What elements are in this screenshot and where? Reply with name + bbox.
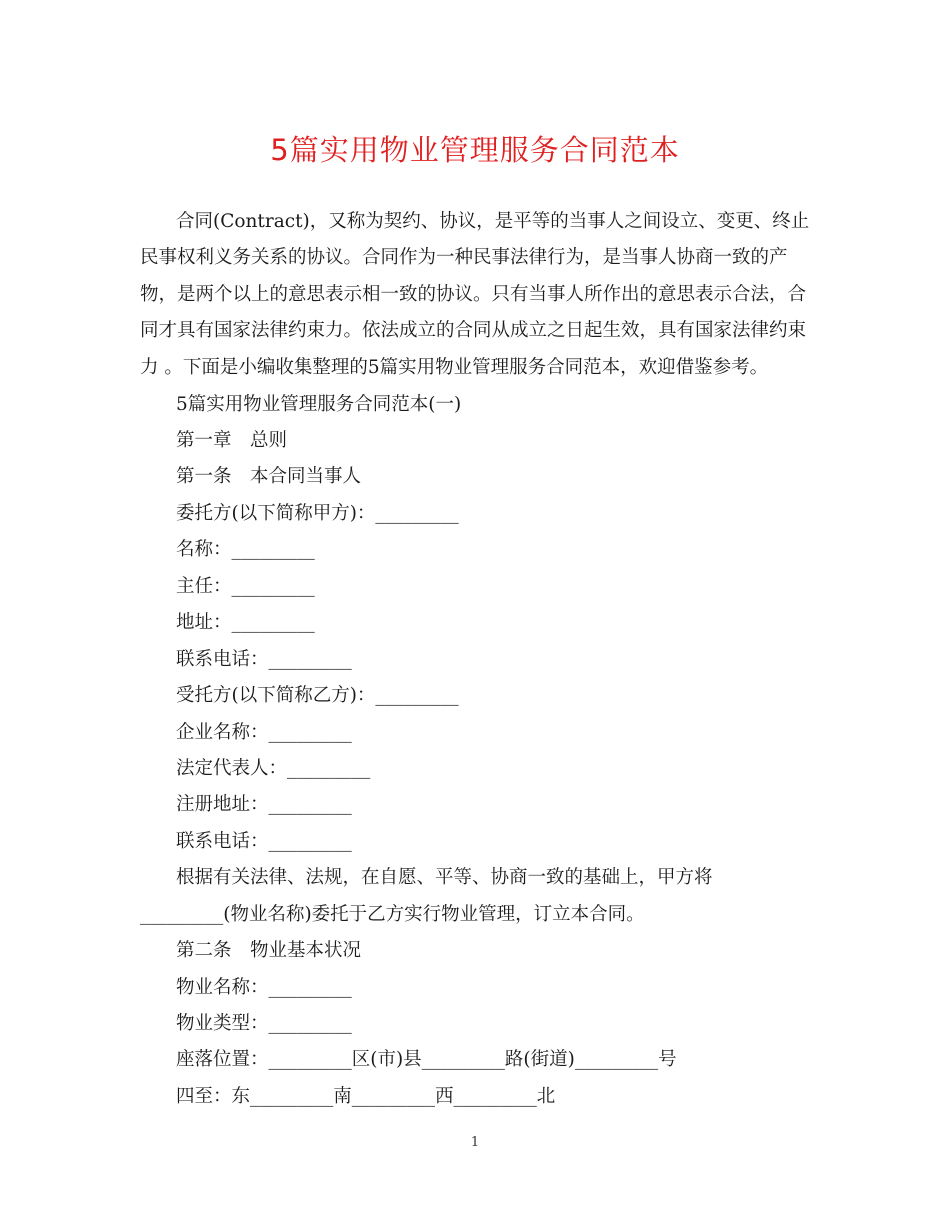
article-1-heading: 第一条 本合同当事人 <box>176 466 362 487</box>
property-bounds-line: 四至：东_________南_________西_________北 <box>176 1086 556 1107</box>
party-a-phone-line: 联系电话：_________ <box>176 649 352 670</box>
intro-line-3: 物，是两个以上的意思表示相一致的协议。只有当事人所作出的意思表示合法，合 <box>140 284 807 305</box>
party-b-line: 受托方(以下简称乙方)：_________ <box>176 685 459 706</box>
party-a-name-line: 名称：_________ <box>176 539 315 560</box>
party-a-address-line: 地址：_________ <box>176 612 315 633</box>
party-b-rep-line: 法定代表人：_________ <box>176 758 371 779</box>
party-b-company-line: 企业名称：_________ <box>176 722 352 743</box>
property-location-line: 座落位置：_________区(市)县_________路(街道)_________号 <box>176 1049 677 1070</box>
article-2-heading: 第二条 物业基本状况 <box>176 940 362 961</box>
party-b-address-line: 注册地址：_________ <box>176 794 352 815</box>
section-heading: 5篇实用物业管理服务合同范本(一) <box>176 394 462 415</box>
property-type-line: 物业类型：_________ <box>176 1013 352 1034</box>
party-a-director-line: 主任：_________ <box>176 576 315 597</box>
document-title: 5篇实用物业管理服务合同范本 <box>270 133 680 167</box>
basis-line-2: _________(物业名称)委托于乙方实行物业管理，订立本合同。 <box>140 904 645 925</box>
intro-line-1: 合同(Contract)，又称为契约、协议，是平等的当事人之间设立、变更、终止 <box>176 211 810 232</box>
chapter-heading: 第一章 总则 <box>176 430 288 451</box>
page-number: 1 <box>470 1135 480 1150</box>
intro-line-2: 民事权利义务关系的协议。合同作为一种民事法律行为，是当事人协商一致的产 <box>140 247 788 268</box>
party-b-phone-line: 联系电话：_________ <box>176 831 352 852</box>
party-a-line: 委托方(以下简称甲方)：_________ <box>176 503 459 524</box>
basis-line-1: 根据有关法律、法规，在自愿、平等、协商一致的基础上，甲方将 <box>176 867 713 888</box>
intro-line-5: 力 。下面是小编收集整理的5篇实用物业管理服务合同范本，欢迎借鉴参考。 <box>140 357 769 378</box>
property-name-line: 物业名称：_________ <box>176 977 352 998</box>
intro-line-4: 同才具有国家法律约束力。依法成立的合同从成立之日起生效，具有国家法律约束 <box>140 320 807 341</box>
